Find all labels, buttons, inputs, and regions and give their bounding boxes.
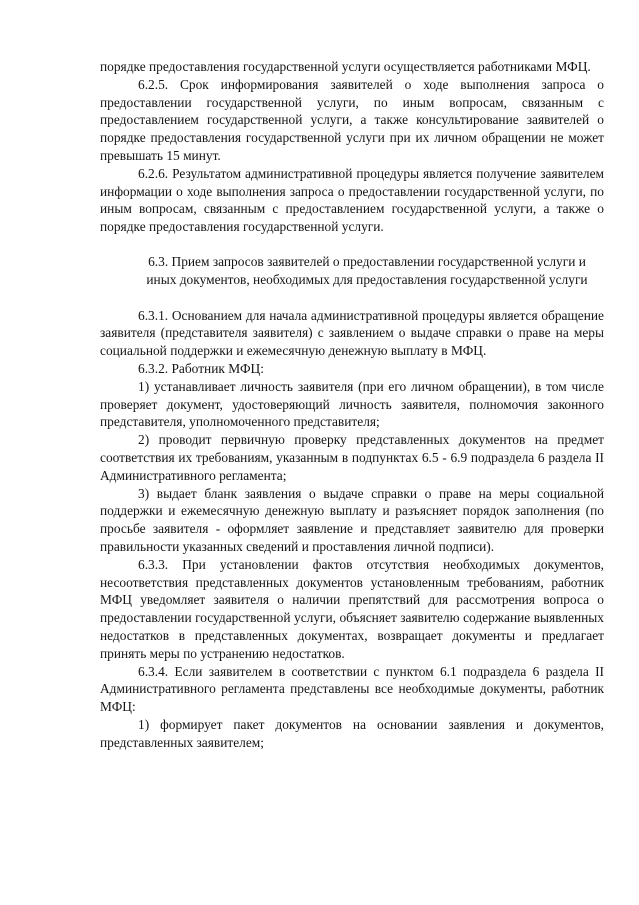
paragraph-6-2-6: 6.2.6. Результатом административной процедуры является получение заявителем информации о ходе выполнения запроса о предоставлении государственной услуги, по иным вопросам, связанным с предоставлением государственной услуги, а также о порядке предоставления государственной услуги. [100,165,604,235]
list-item-6-3-2-3: 3) выдает бланк заявления о выдаче справки о праве на меры социальной поддержки и ежемесячную денежную выплату и разъясняет порядок заполнения (по просьбе заявителя - оформляет заявление и представляет заявителю для проверки правильности указанных сведений и проставления личной подписи). [100,485,604,554]
paragraph-continuation: порядке предоставления государственной услуги осуществляется работниками МФЦ. [100,59,591,74]
section-heading-6-3: 6.3. Прием запросов заявителей о предоставлении государственной услуги и иных документов, необходимых для предоставления государственной услуги [146,253,588,287]
paragraph-6-3-1: 6.3.1. Основанием для начала административной процедуры является обращение заявителя (представителя заявителя) с заявлением о выдаче справки о праве на меры социальной поддержки и ежемесячную денежную выплату в МФЦ. [100,307,604,359]
paragraph-6-3-3: 6.3.3. При установлении фактов отсутствия необходимых документов, несоответствия представленных документов установленным требованиям, работник МФЦ уведомляет заявителя о наличии препятствий для рассмотрения вопроса о предоставлении государственной услуги, объясняет заявителю содержание выявленных недостатков в представленных документах, возвращает документы и предлагает принять меры по устранению недостатков. [100,556,604,661]
list-item-6-3-2-1: 1) устанавливает личность заявителя (при его личном обращении), в том числе проверяет документ, удостоверяющий личность заявителя, полномочия законного представителя, уполномоченного представителя; [100,378,604,430]
list-item-6-3-2-2: 2) проводит первичную проверку представленных документов на предмет соответствия их требованиям, указанным в подпунктах 6.5 - 6.9 подраздела 6 раздела II Административного регламента; [100,432,604,483]
paragraph-6-2-5: 6.2.5. Срок информирования заявителей о ходе выполнения запроса о предоставлении государственной услуги, по иным вопросам, связанным с предоставлением государственной услуги, а также консультирование заявителей о порядке предоставления государственной услуги при их личном обращении не может превышать 15 минут. [100,76,604,163]
paragraph-6-3-2: 6.3.2. Работник МФЦ: [138,360,264,376]
document-page [100,58,604,751]
list-item-6-3-4-1: 1) формирует пакет документов на основании заявления и документов, представленных заявителем; [100,716,604,750]
paragraph-6-3-4: 6.3.4. Если заявителем в соответствии с пунктом 6.1 подраздела 6 раздела II Административного регламента представлены все необходимые документы, работник МФЦ: [100,663,604,715]
